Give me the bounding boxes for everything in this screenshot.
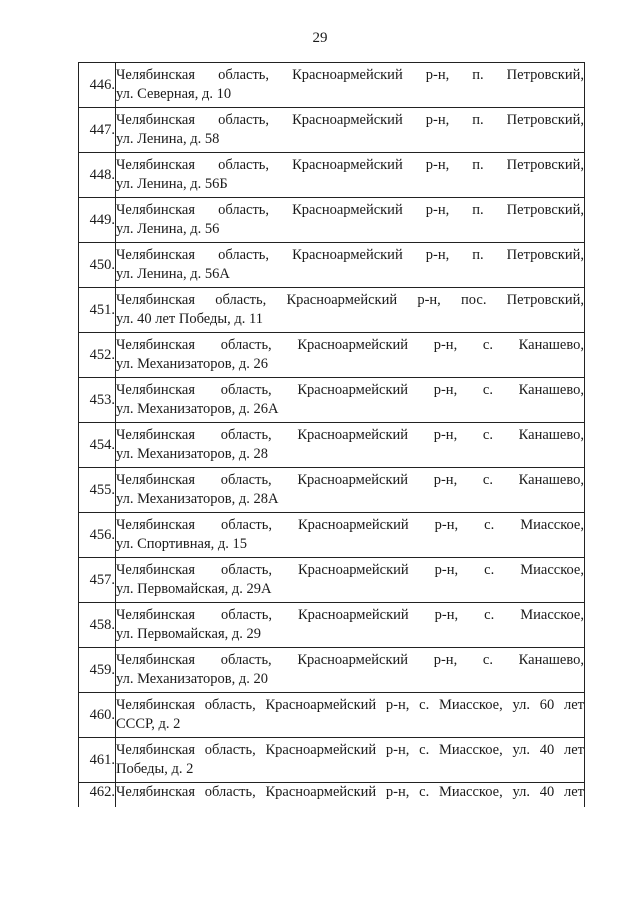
address-line-1: Челябинская область, Красноармейский р-н, п. Петровский,	[116, 202, 584, 218]
address-cell	[116, 423, 585, 468]
address-line-1: Челябинская область, Красноармейский р-н, с. Миасское, ул. 40 лет	[116, 784, 584, 800]
address-line-1: Челябинская область, Красноармейский р-н, пос. Петровский,	[116, 292, 584, 308]
address-line-1: Челябинская область, Красноармейский р-н, с. Канашево,	[116, 337, 584, 353]
address-line-1: Челябинская область, Красноармейский р-н, с. Миасское, ул. 40 лет	[116, 742, 584, 758]
table-row	[79, 603, 585, 648]
address-cell	[116, 333, 585, 378]
table-row	[79, 198, 585, 243]
address-line-2: ул. Ленина, д. 58	[116, 131, 220, 147]
address-line-2: ул. Механизаторов, д. 26	[116, 356, 268, 372]
address-cell	[116, 153, 585, 198]
table-row	[79, 108, 585, 153]
row-number: 462.	[79, 783, 116, 808]
address-line-2: ул. Ленина, д. 56А	[116, 266, 230, 282]
address-cell	[116, 603, 585, 648]
row-number: 457.	[79, 558, 116, 603]
row-number: 450.	[79, 243, 116, 288]
address-line-2: ул. Первомайская, д. 29А	[116, 581, 272, 597]
table-row	[79, 783, 585, 808]
row-number: 459.	[79, 648, 116, 693]
row-number: 447.	[79, 108, 116, 153]
address-cell	[116, 63, 585, 108]
address-line-2: ул. Спортивная, д. 15	[116, 536, 248, 552]
row-number: 448.	[79, 153, 116, 198]
table-row	[79, 558, 585, 603]
address-line-1: Челябинская область, Красноармейский р-н, с. Канашево,	[116, 382, 584, 398]
address-line-1: Челябинская область, Красноармейский р-н, с. Миасское, ул. 60 лет	[116, 697, 584, 713]
address-cell	[116, 198, 585, 243]
table-row	[79, 513, 585, 558]
address-cell	[116, 243, 585, 288]
address-line-2: ул. Механизаторов, д. 28	[116, 446, 268, 462]
address-cell	[116, 783, 585, 808]
address-cell	[116, 468, 585, 513]
table-row	[79, 738, 585, 783]
table-row	[79, 333, 585, 378]
table-row	[79, 153, 585, 198]
row-number: 458.	[79, 603, 116, 648]
address-line-2: ул. Ленина, д. 56	[116, 221, 220, 237]
address-line-2: ул. Механизаторов, д. 28А	[116, 491, 279, 507]
address-cell	[116, 108, 585, 153]
page-number: 29	[312, 30, 328, 46]
table-row	[79, 423, 585, 468]
address-table-body	[79, 63, 585, 808]
address-line-1: Челябинская область, Красноармейский р-н, п. Петровский,	[116, 157, 584, 173]
table-row	[79, 468, 585, 513]
address-cell	[116, 648, 585, 693]
address-line-1: Челябинская область, Красноармейский р-н, п. Петровский,	[116, 67, 584, 83]
address-line-2: ул. Северная, д. 10	[116, 86, 232, 102]
address-cell	[116, 378, 585, 423]
row-number: 455.	[79, 468, 116, 513]
row-number: 461.	[79, 738, 116, 783]
address-line-2: Победы, д. 2	[116, 761, 194, 777]
address-line-1: Челябинская область, Красноармейский р-н, с. Канашево,	[116, 472, 584, 488]
address-cell	[116, 513, 585, 558]
address-line-2: ул. Ленина, д. 56Б	[116, 176, 228, 192]
address-line-2: СССР, д. 2	[116, 716, 181, 732]
address-cell	[116, 738, 585, 783]
address-line-1: Челябинская область, Красноармейский р-н, с. Канашево,	[116, 652, 584, 668]
row-number: 460.	[79, 693, 116, 738]
table-row	[79, 288, 585, 333]
row-number: 446.	[79, 63, 116, 108]
address-cell	[116, 288, 585, 333]
row-number: 451.	[79, 288, 116, 333]
address-line-1: Челябинская область, Красноармейский р-н, п. Петровский,	[116, 112, 584, 128]
address-line-1: Челябинская область, Красноармейский р-н, с. Миасское,	[116, 562, 584, 578]
table-row	[79, 63, 585, 108]
address-line-1: Челябинская область, Красноармейский р-н, с. Канашево,	[116, 427, 584, 443]
address-line-1: Челябинская область, Красноармейский р-н, п. Петровский,	[116, 247, 584, 263]
address-cell	[116, 558, 585, 603]
address-line-1: Челябинская область, Красноармейский р-н, с. Миасское,	[116, 517, 584, 533]
address-line-2: ул. Механизаторов, д. 20	[116, 671, 268, 687]
table-row	[79, 243, 585, 288]
table-row	[79, 693, 585, 738]
table-row	[79, 648, 585, 693]
table-row	[79, 378, 585, 423]
address-line-2: ул. Механизаторов, д. 26А	[116, 401, 279, 417]
row-number: 456.	[79, 513, 116, 558]
address-line-1: Челябинская область, Красноармейский р-н, с. Миасское,	[116, 607, 584, 623]
address-line-2: ул. Первомайская, д. 29	[116, 626, 261, 642]
address-cell	[116, 693, 585, 738]
row-number: 453.	[79, 378, 116, 423]
row-number: 452.	[79, 333, 116, 378]
row-number: 449.	[79, 198, 116, 243]
address-line-2: ул. 40 лет Победы, д. 11	[116, 311, 263, 327]
row-number: 454.	[79, 423, 116, 468]
address-table	[78, 62, 585, 807]
